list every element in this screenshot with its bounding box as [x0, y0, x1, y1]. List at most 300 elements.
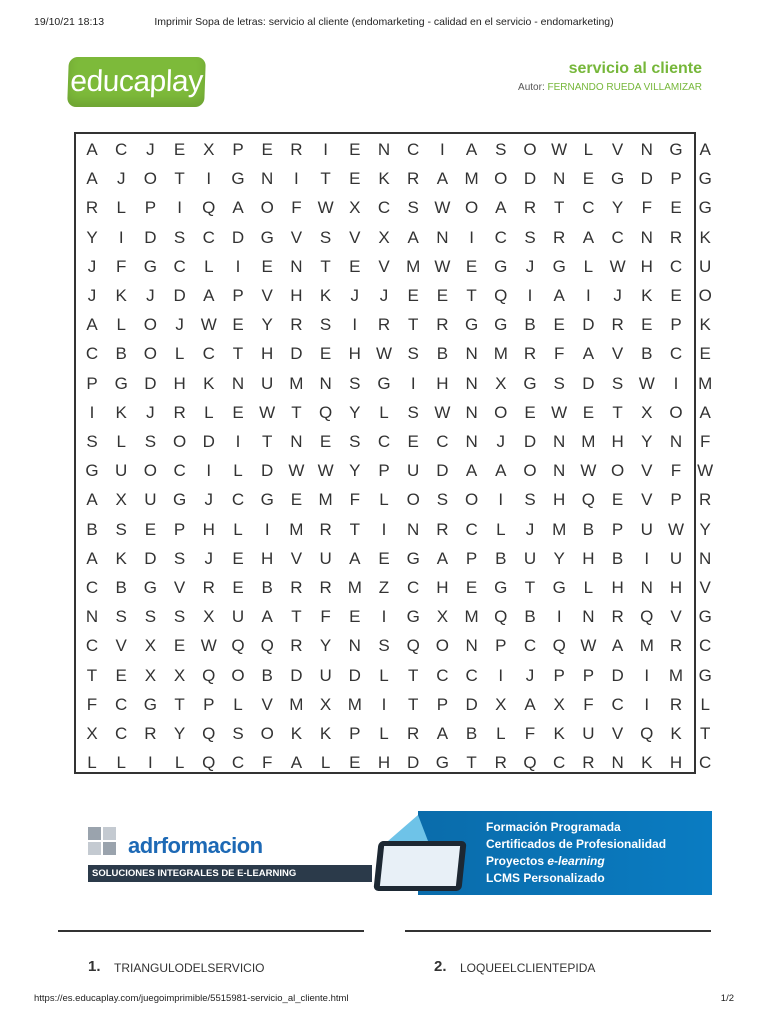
grid-letter[interactable]: S [524, 227, 536, 247]
grid-letter[interactable]: G [406, 548, 420, 568]
grid-letter[interactable]: X [495, 373, 507, 393]
grid-letter[interactable]: E [261, 256, 273, 276]
grid-letter[interactable]: E [319, 432, 332, 451]
grid-letter[interactable]: N [465, 432, 478, 451]
grid-letter[interactable]: H [290, 286, 303, 305]
grid-letter[interactable]: X [203, 607, 215, 627]
grid-letter[interactable]: W [200, 315, 217, 335]
grid-letter[interactable]: C [377, 432, 391, 451]
grid-letter[interactable]: E [349, 140, 361, 159]
grid-letter[interactable]: X [203, 140, 215, 159]
grid-letter[interactable]: J [87, 256, 97, 276]
grid-letter[interactable]: R [553, 227, 566, 247]
grid-letter[interactable]: A [86, 140, 98, 159]
grid-letter[interactable]: D [290, 665, 303, 685]
grid-letter[interactable]: O [610, 461, 625, 481]
grid-letter[interactable]: G [698, 198, 712, 218]
grid-letter[interactable]: T [86, 665, 98, 685]
adrformacion-banner[interactable] [58, 811, 712, 895]
grid-letter[interactable]: T [407, 694, 419, 714]
grid-letter[interactable]: Y [319, 636, 332, 656]
grid-letter[interactable]: C [465, 519, 478, 539]
grid-letter[interactable]: I [469, 227, 474, 247]
grid-letter[interactable]: E [349, 169, 361, 189]
grid-letter[interactable]: P [582, 665, 595, 685]
grid-letter[interactable]: V [611, 140, 624, 159]
grid-letter[interactable]: G [114, 373, 128, 393]
grid-letter[interactable]: E [436, 286, 449, 305]
grid-letter[interactable]: C [115, 140, 128, 159]
grid-letter[interactable]: P [173, 519, 186, 539]
grid-letter[interactable]: N [465, 373, 478, 393]
grid-letter[interactable]: J [350, 286, 360, 305]
grid-letter[interactable]: G [494, 315, 508, 335]
grid-letter[interactable]: I [644, 665, 650, 685]
grid-letter[interactable]: D [407, 753, 420, 773]
grid-letter[interactable]: L [379, 665, 389, 685]
grid-letter[interactable]: I [177, 198, 182, 218]
grid-letter[interactable]: E [173, 636, 186, 656]
grid-letter[interactable]: R [582, 753, 595, 773]
grid-letter[interactable]: O [260, 724, 274, 743]
grid-letter[interactable]: R [436, 519, 449, 539]
grid-letter[interactable]: D [261, 461, 274, 481]
grid-letter[interactable]: P [86, 373, 98, 393]
grid-letter[interactable]: A [611, 636, 624, 656]
grid-letter[interactable]: F [349, 490, 360, 510]
grid-letter[interactable]: P [349, 724, 361, 743]
grid-letter[interactable]: N [231, 373, 245, 393]
grid-letter[interactable]: X [553, 694, 565, 714]
grid-letter[interactable]: R [611, 315, 624, 335]
grid-letter[interactable]: W [288, 461, 305, 481]
grid-letter[interactable]: O [172, 432, 187, 451]
grid-letter[interactable]: Q [202, 198, 216, 218]
grid-letter[interactable]: C [202, 344, 215, 364]
grid-letter[interactable]: U [319, 665, 332, 685]
grid-letter[interactable]: R [173, 402, 186, 422]
grid-letter[interactable]: F [699, 432, 711, 451]
grid-letter[interactable]: E [232, 578, 244, 597]
grid-letter[interactable]: W [434, 256, 451, 276]
grid-letter[interactable]: V [290, 548, 303, 568]
grid-letter[interactable]: C [173, 461, 186, 481]
grid-letter[interactable]: O [494, 402, 508, 422]
grid-letter[interactable]: P [670, 169, 682, 189]
grid-letter[interactable]: J [204, 490, 214, 510]
grid-letter[interactable]: N [290, 256, 303, 276]
grid-letter[interactable]: C [231, 753, 245, 773]
grid-letter[interactable]: W [551, 140, 568, 159]
grid-letter[interactable]: S [115, 607, 127, 627]
grid-letter[interactable]: E [349, 753, 361, 773]
grid-letter[interactable]: V [173, 578, 186, 597]
grid-letter[interactable]: T [553, 198, 565, 218]
grid-letter[interactable]: K [553, 724, 565, 743]
grid-letter[interactable]: S [144, 607, 157, 627]
grid-letter[interactable]: K [641, 286, 653, 305]
grid-letter[interactable]: K [319, 724, 332, 743]
grid-letter[interactable]: D [582, 373, 595, 393]
grid-letter[interactable]: Q [231, 636, 245, 656]
grid-letter[interactable]: K [641, 753, 653, 773]
grid-letter[interactable]: T [174, 694, 185, 714]
grid-letter[interactable]: E [290, 490, 303, 510]
grid-letter[interactable]: A [524, 694, 536, 714]
grid-letter[interactable]: C [611, 227, 624, 247]
grid-letter[interactable]: E [553, 315, 565, 335]
grid-letter[interactable]: R [290, 315, 303, 335]
grid-letter[interactable]: X [495, 694, 507, 714]
grid-letter[interactable]: D [144, 548, 157, 568]
grid-letter[interactable]: D [436, 461, 449, 481]
grid-letter[interactable]: R [144, 724, 157, 743]
grid-letter[interactable]: L [233, 694, 243, 714]
grid-letter[interactable]: C [115, 724, 128, 743]
grid-letter[interactable]: S [495, 140, 507, 159]
grid-letter[interactable]: R [319, 519, 332, 539]
grid-letter[interactable]: P [232, 140, 244, 159]
grid-letter[interactable]: H [611, 432, 624, 451]
grid-letter[interactable]: R [319, 578, 332, 597]
grid-letter[interactable]: N [290, 432, 303, 451]
grid-letter[interactable]: T [699, 724, 711, 743]
grid-letter[interactable]: L [496, 519, 506, 539]
grid-letter[interactable]: S [319, 227, 332, 247]
grid-letter[interactable]: L [233, 519, 243, 539]
grid-letter[interactable]: Q [494, 607, 508, 627]
grid-letter[interactable]: N [436, 227, 449, 247]
grid-letter[interactable]: L [204, 256, 214, 276]
grid-letter[interactable]: Y [699, 519, 711, 539]
grid-letter[interactable]: G [610, 169, 625, 189]
grid-letter[interactable]: B [524, 607, 536, 627]
grid-letter[interactable]: K [115, 402, 127, 422]
grid-letter[interactable]: L [174, 753, 185, 773]
grid-letter[interactable]: V [261, 286, 273, 305]
grid-letter[interactable]: I [118, 227, 124, 247]
grid-letter[interactable]: P [144, 198, 157, 218]
grid-letter[interactable]: H [261, 344, 274, 364]
grid-letter[interactable]: N [669, 432, 683, 451]
grid-letter[interactable]: F [320, 607, 331, 627]
grid-letter[interactable]: H [669, 753, 683, 773]
grid-letter[interactable]: Q [202, 665, 216, 685]
grid-letter[interactable]: R [290, 140, 303, 159]
grid-letter[interactable]: X [319, 694, 332, 714]
grid-letter[interactable]: S [173, 548, 186, 568]
grid-letter[interactable]: U [640, 519, 653, 539]
grid-letter[interactable]: L [204, 402, 214, 422]
grid-letter[interactable]: B [524, 315, 536, 335]
grid-letter[interactable]: G [669, 140, 683, 159]
grid-letter[interactable]: A [465, 140, 478, 159]
grid-letter[interactable]: I [235, 432, 241, 451]
grid-letter[interactable]: C [407, 578, 420, 597]
grid-letter[interactable]: I [381, 694, 387, 714]
grid-letter[interactable]: H [553, 490, 566, 510]
grid-letter[interactable]: Y [349, 402, 361, 422]
grid-letter[interactable]: E [407, 286, 419, 305]
grid-letter[interactable]: Q [202, 724, 216, 743]
grid-letter[interactable]: E [465, 256, 478, 276]
grid-letter[interactable]: W [317, 461, 334, 481]
grid-letter[interactable]: I [673, 373, 679, 393]
grid-letter[interactable]: D [144, 227, 157, 247]
grid-letter[interactable]: N [465, 344, 478, 364]
grid-letter[interactable]: E [582, 402, 595, 422]
grid-letter[interactable]: U [669, 548, 683, 568]
grid-letter[interactable]: Q [640, 724, 654, 743]
grid-letter[interactable]: G [260, 490, 274, 510]
grid-letter[interactable]: R [523, 344, 537, 364]
grid-letter[interactable]: I [294, 169, 299, 189]
grid-letter[interactable]: Y [611, 198, 624, 218]
grid-letter[interactable]: F [261, 753, 273, 773]
grid-letter[interactable]: N [85, 607, 99, 627]
grid-letter[interactable]: U [319, 548, 332, 568]
grid-letter[interactable]: V [349, 227, 361, 247]
grid-letter[interactable]: U [231, 607, 245, 627]
grid-letter[interactable]: S [86, 432, 98, 451]
grid-letter[interactable]: M [464, 169, 479, 189]
grid-letter[interactable]: J [525, 256, 535, 276]
grid-letter[interactable]: L [496, 724, 506, 743]
grid-letter[interactable]: I [235, 256, 241, 276]
grid-letter[interactable]: L [379, 402, 389, 422]
grid-letter[interactable]: I [644, 694, 650, 714]
grid-letter[interactable]: U [144, 490, 157, 510]
grid-letter[interactable]: T [524, 578, 536, 597]
grid-letter[interactable]: R [523, 198, 537, 218]
grid-letter[interactable]: V [378, 256, 390, 276]
grid-letter[interactable]: R [407, 169, 420, 189]
grid-letter[interactable]: O [464, 490, 479, 510]
grid-letter[interactable]: K [290, 724, 303, 743]
grid-letter[interactable]: B [436, 344, 449, 364]
grid-letter[interactable]: S [611, 373, 624, 393]
grid-letter[interactable]: L [233, 461, 243, 481]
grid-letter[interactable]: S [378, 636, 390, 656]
grid-letter[interactable]: M [464, 607, 479, 627]
grid-letter[interactable]: U [699, 256, 712, 276]
grid-letter[interactable]: A [349, 548, 361, 568]
grid-letter[interactable]: I [440, 140, 445, 159]
grid-letter[interactable]: U [523, 548, 537, 568]
grid-letter[interactable]: S [407, 198, 419, 218]
grid-letter[interactable]: M [639, 636, 654, 656]
grid-letter[interactable]: P [378, 461, 390, 481]
grid-letter[interactable]: V [670, 607, 682, 627]
grid-letter[interactable]: H [173, 373, 186, 393]
grid-letter[interactable]: G [377, 373, 391, 393]
grid-letter[interactable]: X [173, 665, 186, 685]
grid-letter[interactable]: O [143, 461, 157, 481]
grid-letter[interactable]: D [523, 432, 537, 451]
grid-letter[interactable]: E [115, 665, 127, 685]
grid-letter[interactable]: P [553, 665, 565, 685]
grid-letter[interactable]: H [582, 548, 595, 568]
grid-letter[interactable]: L [174, 344, 185, 364]
grid-letter[interactable]: I [381, 519, 387, 539]
grid-letter[interactable]: E [524, 402, 536, 422]
grid-letter[interactable]: J [87, 286, 97, 305]
grid-letter[interactable]: C [85, 636, 99, 656]
grid-letter[interactable]: R [377, 315, 391, 335]
grid-letter[interactable]: M [698, 373, 713, 393]
grid-letter[interactable]: S [553, 373, 565, 393]
grid-letter[interactable]: H [202, 519, 215, 539]
grid-letter[interactable]: N [553, 461, 566, 481]
grid-letter[interactable]: A [699, 140, 711, 159]
grid-letter[interactable]: S [173, 227, 186, 247]
grid-letter[interactable]: V [115, 636, 127, 656]
grid-letter[interactable]: Q [318, 402, 333, 422]
grid-letter[interactable]: V [699, 578, 711, 597]
grid-letter[interactable]: Y [173, 724, 186, 743]
grid-letter[interactable]: T [407, 665, 419, 685]
grid-letter[interactable]: A [495, 461, 507, 481]
grid-letter[interactable]: G [406, 607, 420, 627]
grid-letter[interactable]: N [553, 432, 566, 451]
grid-letter[interactable]: G [698, 169, 712, 189]
grid-letter[interactable]: O [143, 169, 157, 189]
grid-letter[interactable]: W [375, 344, 393, 364]
grid-letter[interactable]: G [494, 256, 508, 276]
grid-letter[interactable]: A [465, 461, 478, 481]
grid-letter[interactable]: C [436, 432, 449, 451]
grid-letter[interactable]: K [699, 227, 711, 247]
grid-letter[interactable]: D [173, 286, 186, 305]
grid-letter[interactable]: D [640, 169, 653, 189]
grid-letter[interactable]: U [261, 373, 274, 393]
grid-letter[interactable]: Y [641, 432, 653, 451]
grid-letter[interactable]: N [377, 140, 391, 159]
grid-letter[interactable]: S [407, 402, 419, 422]
grid-letter[interactable]: I [89, 402, 95, 422]
grid-letter[interactable]: J [613, 286, 622, 305]
grid-letter[interactable]: M [289, 694, 304, 714]
grid-letter[interactable]: D [465, 694, 478, 714]
grid-letter[interactable]: X [349, 198, 361, 218]
grid-letter[interactable]: P [203, 694, 215, 714]
grid-letter[interactable]: B [495, 548, 507, 568]
grid-letter[interactable]: A [582, 227, 595, 247]
grid-letter[interactable]: E [699, 344, 711, 364]
grid-letter[interactable]: C [115, 694, 128, 714]
grid-letter[interactable]: B [261, 578, 273, 597]
grid-letter[interactable]: C [465, 665, 478, 685]
grid-letter[interactable]: B [582, 519, 595, 539]
grid-letter[interactable]: N [640, 140, 653, 159]
grid-letter[interactable]: G [464, 315, 479, 335]
grid-letter[interactable]: L [87, 753, 97, 773]
grid-letter[interactable]: F [86, 694, 98, 714]
grid-letter[interactable]: Q [406, 636, 420, 656]
grid-letter[interactable]: S [349, 432, 361, 451]
grid-letter[interactable]: O [435, 636, 449, 656]
grid-letter[interactable]: F [641, 198, 652, 218]
grid-letter[interactable]: C [523, 636, 537, 656]
grid-letter[interactable]: E [144, 519, 157, 539]
grid-letter[interactable]: F [583, 694, 594, 714]
grid-letter[interactable]: E [670, 286, 682, 305]
grid-letter[interactable]: D [290, 344, 303, 364]
grid-letter[interactable]: W [580, 461, 597, 481]
grid-letter[interactable]: H [436, 578, 449, 597]
grid-letter[interactable]: N [407, 519, 420, 539]
grid-letter[interactable]: P [232, 286, 244, 305]
grid-letter[interactable]: K [378, 169, 390, 189]
grid-letter[interactable]: L [379, 724, 389, 743]
grid-letter[interactable]: W [638, 373, 655, 393]
grid-letter[interactable]: N [582, 607, 595, 627]
grid-letter[interactable]: C [202, 227, 215, 247]
grid-letter[interactable]: H [348, 344, 361, 364]
grid-letter[interactable]: X [436, 607, 449, 627]
grid-letter[interactable]: T [261, 432, 273, 451]
grid-letter[interactable]: A [203, 286, 215, 305]
grid-letter[interactable]: W [200, 636, 217, 656]
grid-letter[interactable]: T [320, 169, 331, 189]
grid-letter[interactable]: T [407, 315, 419, 335]
grid-letter[interactable]: V [641, 461, 653, 481]
grid-letter[interactable]: K [319, 286, 332, 305]
grid-letter[interactable]: L [583, 578, 594, 597]
grid-letter[interactable]: X [144, 636, 157, 656]
grid-letter[interactable]: E [641, 315, 653, 335]
grid-letter[interactable]: P [495, 636, 507, 656]
grid-letter[interactable]: G [494, 578, 508, 597]
grid-letter[interactable]: J [175, 315, 184, 335]
grid-letter[interactable]: C [407, 140, 420, 159]
grid-letter[interactable]: C [436, 665, 449, 685]
grid-letter[interactable]: O [231, 665, 245, 685]
grid-letter[interactable]: U [407, 461, 420, 481]
grid-letter[interactable]: R [699, 490, 712, 510]
grid-letter[interactable]: Y [553, 548, 565, 568]
grid-letter[interactable]: K [670, 724, 682, 743]
grid-letter[interactable]: G [435, 753, 449, 773]
grid-letter[interactable]: A [232, 198, 244, 218]
grid-letter[interactable]: I [352, 315, 358, 335]
grid-letter[interactable]: N [611, 753, 624, 773]
grid-letter[interactable]: T [349, 519, 360, 539]
grid-letter[interactable]: P [670, 315, 682, 335]
grid-letter[interactable]: N [640, 578, 653, 597]
grid-letter[interactable]: C [582, 198, 595, 218]
grid-letter[interactable]: A [86, 490, 98, 510]
grid-letter[interactable]: Q [523, 753, 537, 773]
grid-letter[interactable]: Y [349, 461, 361, 481]
grid-letter[interactable]: A [261, 607, 273, 627]
grid-letter[interactable]: O [143, 315, 157, 335]
grid-letter[interactable]: E [232, 402, 244, 422]
grid-letter[interactable]: K [203, 373, 215, 393]
grid-letter[interactable]: H [640, 256, 653, 276]
grid-letter[interactable]: X [144, 665, 157, 685]
grid-letter[interactable]: J [525, 665, 535, 685]
grid-letter[interactable]: J [146, 402, 155, 422]
grid-letter[interactable]: C [85, 344, 99, 364]
grid-letter[interactable]: T [466, 753, 477, 773]
grid-letter[interactable]: R [669, 694, 683, 714]
grid-letter[interactable]: W [667, 519, 685, 539]
grid-letter[interactable]: C [699, 753, 712, 773]
grid-letter[interactable]: N [348, 636, 361, 656]
grid-letter[interactable]: J [496, 432, 506, 451]
grid-letter[interactable]: C [85, 578, 99, 597]
